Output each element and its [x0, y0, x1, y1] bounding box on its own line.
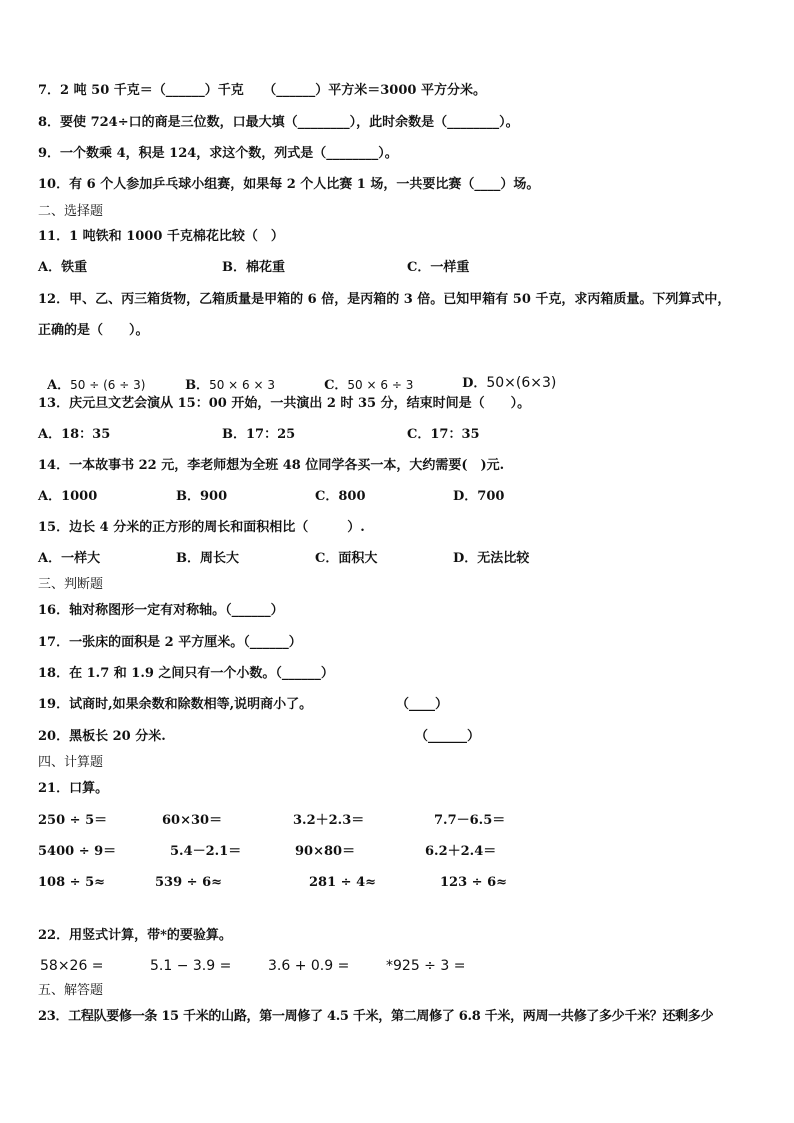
- question-12-line1: 12．甲、乙、丙三箱货物，乙箱质量是甲箱的 6 倍，是丙箱的 3 倍。已知甲箱有 50 千克，求丙箱质量。下列算式中，: [38, 292, 731, 307]
- q15-option-a: A．一样大: [38, 551, 101, 566]
- q15-option-c: C．面积大: [315, 551, 378, 566]
- question-23: 23．工程队要修一条 15 千米的山路，第一周修了 4.5 千米，第二周修了 6.8 千米，两周一共修了多少千米？还剩多少: [38, 1009, 714, 1024]
- q12-option-b: [176, 358, 275, 395]
- q12-option-c-expr: 50 × 6 ÷ 3: [347, 378, 414, 392]
- question-21: 21．口算。: [38, 781, 109, 796]
- q21-item: 123 ÷ 6≈: [440, 875, 508, 890]
- question-15: 15．边长 4 分米的正方形的周长和面积相比（ ）.: [38, 520, 365, 535]
- q11-option-a: A．铁重: [38, 260, 88, 275]
- question-19: 19．试商时,如果余数和除数相等,说明商小了。: [38, 697, 313, 712]
- q14-option-d: D．700: [453, 489, 505, 504]
- q14-option-b: B．900: [176, 489, 228, 504]
- q22-item: *925 ÷ 3 =: [386, 958, 466, 974]
- q21-item: 5.4－2.1＝: [170, 844, 242, 859]
- q20-answer-blank: （______）: [415, 729, 481, 744]
- q12-option-b-label: B．: [185, 378, 210, 393]
- q21-item: 3.2＋2.3＝: [293, 813, 365, 828]
- q12-option-d: [453, 356, 556, 393]
- section-solve-heading: 五、解答题: [38, 983, 104, 998]
- q22-item: 3.6 + 0.9 =: [268, 958, 350, 974]
- question-20: 20．黑板长 20 分米.: [38, 729, 166, 744]
- question-10: 10．有 6 个人参加乒乓球小组赛，如果每 2 个人比赛 1 场，一共要比赛（____）场。: [38, 177, 540, 192]
- question-7: 7．2 吨 50 千克＝（______）千克 （______）平方米＝3000 平方分米。: [38, 83, 486, 98]
- q12-option-a: [38, 358, 145, 395]
- q21-item: 108 ÷ 5≈: [38, 875, 106, 890]
- q22-item: 58×26 =: [40, 958, 104, 974]
- question-8: 8．要使 724÷口的商是三位数，口最大填（________），此时余数是（________）。: [38, 115, 519, 130]
- q21-item: 539 ÷ 6≈: [155, 875, 223, 890]
- q22-item: 5.1 − 3.9 =: [150, 958, 232, 974]
- question-17: 17．一张床的面积是 2 平方厘米。（______）: [38, 635, 302, 650]
- q12-option-d-label: D．: [462, 376, 487, 391]
- q21-item: 7.7－6.5＝: [434, 813, 506, 828]
- q13-option-c: C．17：35: [407, 427, 480, 442]
- q21-item: 5400 ÷ 9＝: [38, 844, 117, 859]
- q12-option-c: [315, 358, 413, 395]
- q15-option-b: B．周长大: [176, 551, 239, 566]
- q13-option-a: A．18：35: [38, 427, 111, 442]
- q21-item: 6.2＋2.4＝: [425, 844, 497, 859]
- section-calc-heading: 四、计算题: [38, 755, 104, 770]
- question-18: 18．在 1.7 和 1.9 之间只有一个小数。（______）: [38, 666, 334, 681]
- section-judge-heading: 三、判断题: [38, 577, 104, 592]
- q21-item: 250 ÷ 5＝: [38, 813, 108, 828]
- q12-option-b-expr: 50 × 6 × 3: [209, 378, 275, 392]
- question-12-line2: 正确的是（ ）。: [38, 323, 149, 338]
- q15-option-d: D．无法比较: [453, 551, 530, 566]
- question-22: 22．用竖式计算，带*的要验算。: [38, 928, 232, 943]
- question-14: 14．一本故事书 22 元，李老师想为全班 48 位同学各买一本，大约需要( )元.: [38, 458, 505, 473]
- q11-option-b: B．棉花重: [222, 260, 285, 275]
- q11-option-c: C．一样重: [407, 260, 470, 275]
- q13-option-b: B．17：25: [222, 427, 296, 442]
- q21-item: 281 ÷ 4≈: [309, 875, 377, 890]
- q21-item: 90×80＝: [295, 844, 356, 859]
- question-16: 16．轴对称图形一定有对称轴。（______）: [38, 603, 284, 618]
- q12-option-a-expr: 50 ÷ (6 ÷ 3): [70, 378, 146, 392]
- q14-option-c: C．800: [315, 489, 366, 504]
- section-choice-heading: 二、选择题: [38, 204, 104, 219]
- question-13: 13．庆元旦文艺会演从 15：00 开始，一共演出 2 时 35 分，结束时间是（ ）。: [38, 396, 531, 411]
- question-9: 9．一个数乘 4，积是 124，求这个数，列式是（________）。: [38, 146, 398, 161]
- q12-option-a-label: A．: [47, 378, 71, 393]
- question-11: 11．1 吨铁和 1000 千克棉花比较（ ）: [38, 229, 284, 244]
- q14-option-a: A．1000: [38, 489, 98, 504]
- q12-option-c-label: C．: [324, 378, 348, 393]
- q12-option-d-expr: 50×(6×3): [486, 375, 557, 391]
- q19-answer-blank: （____）: [396, 697, 449, 712]
- q21-item: 60×30＝: [162, 813, 223, 828]
